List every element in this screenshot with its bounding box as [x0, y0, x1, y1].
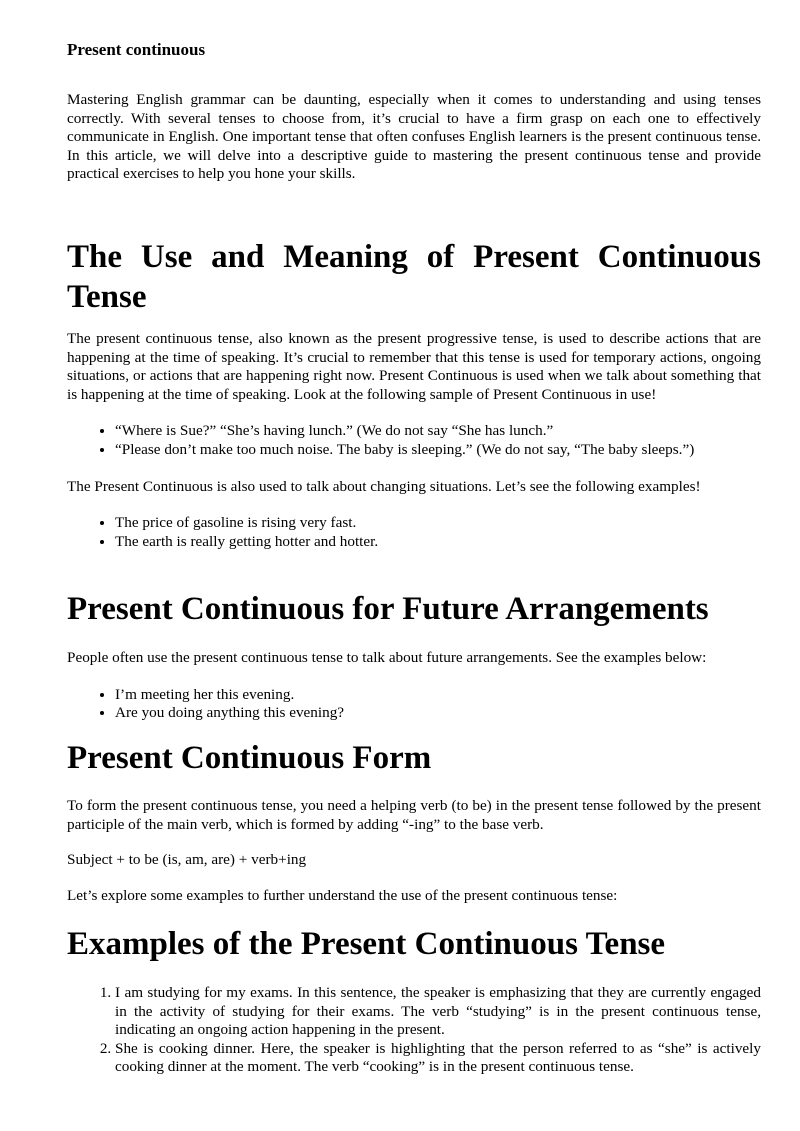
bullet-list-examples-2 — [67, 514, 761, 551]
numbered-list-examples — [67, 984, 761, 1077]
list-item: • The earth is really getting hotter and hotter. — [115, 533, 761, 552]
intro-paragraph: Mastering English grammar can be daunting, especially when it comes to understanding and using tenses correctly. With several tenses to choose from, it’s crucial to have a firm grasp on each one to effectively communicate in English. One important tense that often confuses English learners is the present continuous tense. In this article, we will delve into a descriptive guide to mastering the present continuous tense and provide practical exercises to help you hone your skills. — [67, 91, 761, 183]
bullet-list-future — [67, 686, 761, 723]
section-heading-use-meaning: The Use and Meaning of Present Continuous Tense — [67, 239, 761, 315]
section-future-arrangements-body — [67, 649, 761, 723]
list-item: 2. She is cooking dinner. Here, the speaker is highlighting that the person referred to as “she” is actively cooking dinner at the moment. The verb “cooking” is in the present continuous tense. — [115, 1040, 761, 1077]
form-examples-intro: Let’s explore some examples to further understand the use of the present continuous tense: — [67, 886, 618, 904]
list-item: • Are you doing anything this evening? — [115, 704, 761, 723]
future-arrangements-paragraph: People often use the present continuous tense to talk about future arrangements. See the examples below: — [67, 649, 707, 666]
section-form-body — [67, 797, 761, 905]
section-heading-form: Present Continuous Form — [67, 740, 432, 776]
list-item: • I’m meeting her this evening. — [115, 686, 761, 705]
list-item: 1. I am studying for my exams. In this sentence, the speaker is emphasizing that they are currently engaged in the activity of studying for their exams. The verb “studying” is in the present continuous tense, indicating an ongoing action happening in the present. — [115, 984, 761, 1040]
bullet-list-examples-1 — [67, 422, 761, 459]
document-title: Present continuous — [67, 40, 206, 59]
section-heading-future-arrangements: Present Continuous for Future Arrangements — [67, 591, 709, 627]
list-item: • “Please don’t make too much noise. The baby is sleeping.” (We do not say, “The baby sleeps.”) — [115, 441, 761, 460]
list-item: • The price of gasoline is rising very fast. — [115, 514, 761, 533]
section-heading-examples: Examples of the Present Continuous Tense — [67, 926, 666, 962]
section-use-meaning-body — [67, 330, 761, 551]
form-formula: Subject + to be (is, am, are) + verb+ing — [67, 851, 307, 869]
list-item: • “Where is Sue?” “She’s having lunch.” (We do not say “She has lunch.” — [115, 422, 761, 441]
section-use-meaning-paragraph: The present continuous tense, also known as the present progressive tense, is used to describe actions that are happening at the time of speaking. It’s crucial to remember that this tense is used for temporary actions, ongoing situations, or actions that are happening right now. Present Continuous is used when we talk about something that is happening at the time of speaking. Look at the following sample of Present Continuous in use! — [67, 330, 761, 403]
form-paragraph: To form the present continuous tense, you need a helping verb (to be) in the present tense followed by the present participle of the main verb, which is formed by adding “-ing” to the base verb. — [67, 797, 761, 833]
section-examples-body — [67, 984, 761, 1077]
changing-situations-paragraph: The Present Continuous is also used to talk about changing situations. Let’s see the following examples! — [67, 477, 701, 495]
